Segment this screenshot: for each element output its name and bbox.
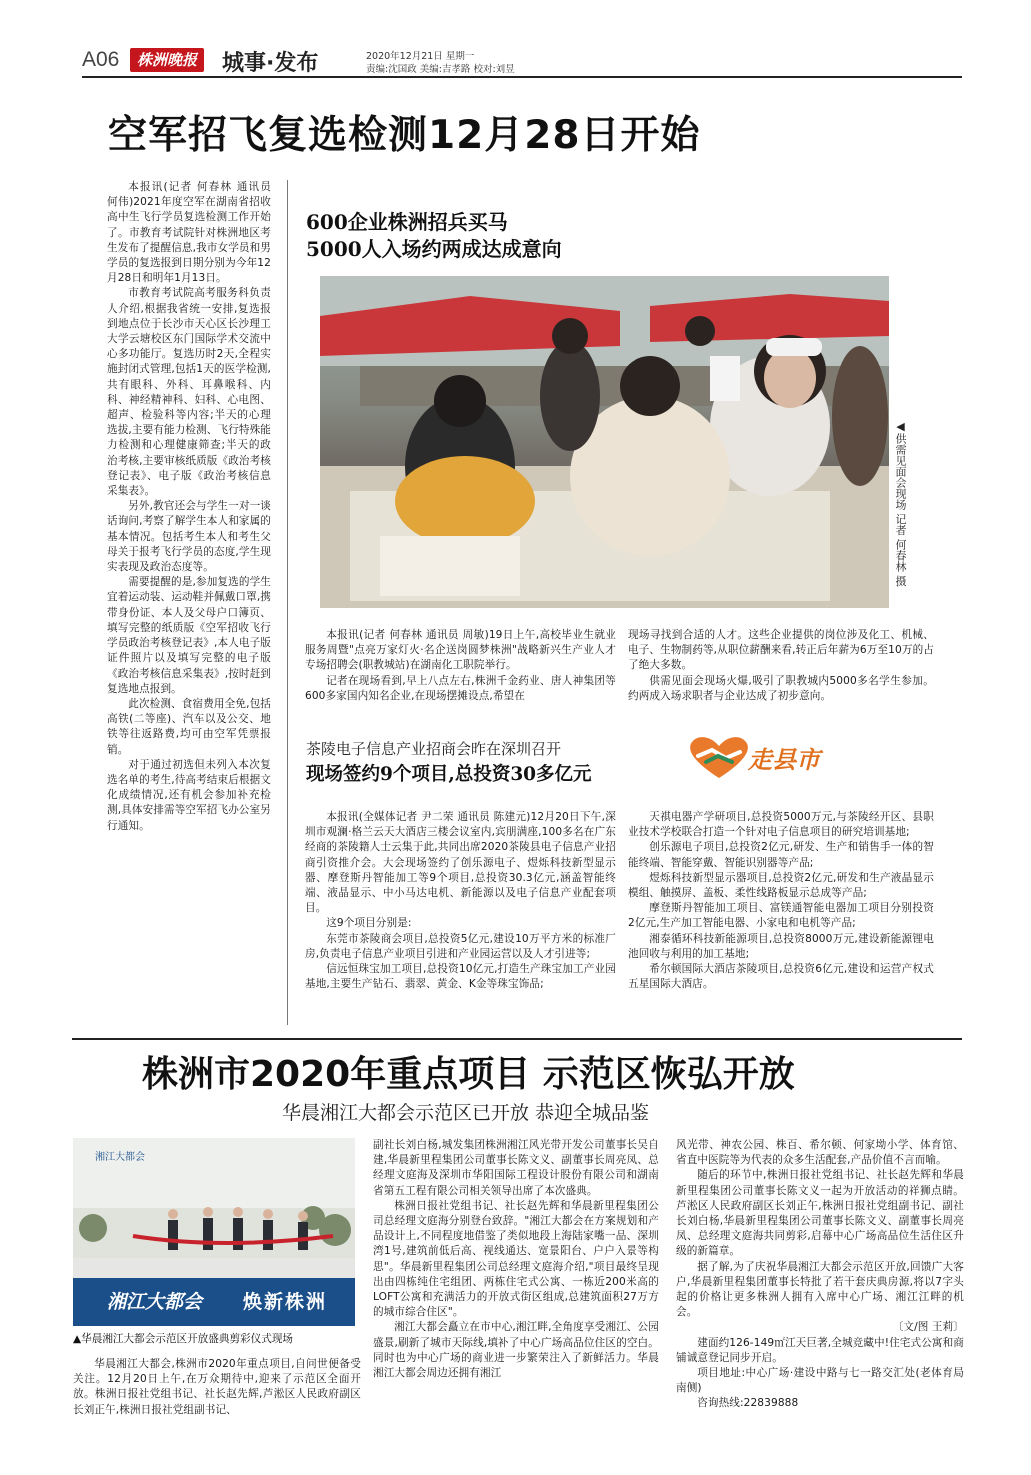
photo-top-label: 湘江大都会: [95, 1152, 145, 1163]
article3-paragraph: 摩登斯丹智能加工项目、富镁通智能电器加工项目分别投资2亿元,生产加工智能电器、小家电和电机等产品;: [628, 902, 934, 930]
article1-paragraph: 对于通过初选但未列入本次复选名单的考生,待高考结束后根据文化成绩情况,还有机会参加补充检测,具体安排需等空军招飞办公室另行通知。: [107, 758, 271, 832]
ad-info: 建面约126-149㎡江天巨著,全城竞藏中!住宅式公寓和商铺诚意登记同步开启。: [676, 1336, 964, 1364]
job-fair-photo: [320, 276, 889, 608]
ad-byline: 〔文/图 王莉〕: [892, 1321, 964, 1334]
handshake-heart-icon: [684, 732, 754, 782]
article2-paragraph: 供需见面会现场火爆,吸引了职教城内5000多名学生参加。约两成入场求职者与企业达成了初步意向。: [628, 674, 934, 702]
ad-headline: 株洲市2020年重点项目 示范区恢弘开放: [142, 1054, 795, 1095]
ribbon-cutting-photo: [73, 1138, 355, 1326]
article1-body: [107, 180, 271, 834]
ad-paragraph: 华晨湘江大都会,株洲市2020年重点项目,自问世便备受关注。12月20日上午,在万众期待中,迎来了示范区全面开放。株洲日报社党组书记、社长赵先辉,芦淞区人民政府副区长刘正午,株洲日报社党组副书记、: [73, 1358, 361, 1416]
article2-col1: [305, 628, 616, 704]
article3-paragraph: 东莞市茶陵商会项目,总投资5亿元,建设10万平方米的标准厂房,负责电子信息产业项目引进和产业园运营以及人才引进等;: [305, 932, 616, 960]
article3-kicker: 茶陵电子信息产业招商会昨在深圳召开: [306, 740, 562, 758]
ad-paragraph: 湘江大都会矗立在市中心,湘江畔,全角度享受湘江、公园盛景,刷新了城市天际线,填补了中心广场高品位住区的空白。同时也为中心广场的商业进一步繁荣注入了新鲜活力。华晨湘江大都会周边还拥有湘江: [373, 1321, 659, 1380]
article1-paragraph: 市教育考试院高考服务科负责人介绍,根据我省统一安排,复选报到地点位于长沙市天心区长沙理工大学云塘校区东门国际学术交流中心多功能厅。复选历时2天,全程实施封闭式管理,包括1天的医学检测,共有眼科、外科、耳鼻喉科、内科、神经精神科、妇科、心电图、超声、检验科等内容;半天的心理选拔,主要有能力检测、飞行特殊能力检测和心理健康筛查;半天的政治考核,主要审核纸质版《政治考核登记表》、电子版《政治考核信息采集表》。: [107, 287, 271, 498]
article3-col1: [305, 810, 616, 992]
article1-paragraph: 本报讯(记者 何春林 通讯员 何伟)2021年度空军在湖南省招收高中生飞行学员复选检测工作开始了。市教育考试院针对株洲地区考生发布了提醒信息,我市女学员和男学员的复选报到日期分别为今年12月28日和明年1月13日。: [107, 181, 271, 285]
paper-logo: [130, 48, 204, 72]
ad-top-rule: [72, 1038, 962, 1040]
paper-logo-text: 株洲晚报: [136, 51, 197, 69]
article3-headline: 现场签约9个项目,总投资30多亿元: [306, 764, 592, 785]
article2-paragraph: 记者在现场看到,早上八点左右,株洲千金药业、唐人神集团等600多家国内知名企业,在现场摆摊设点,希望在: [305, 674, 616, 702]
article3-paragraph: 信远恒珠宝加工项目,总投资10亿元,打造生产珠宝加工产业园基地,主要生产钻石、翡翠、黄金、K金等珠宝饰品;: [305, 963, 616, 991]
article3-paragraph: 这9个项目分别是:: [326, 917, 412, 930]
article1-paragraph: 此次检测、食宿费用全免,包括高铁(二等座)、汽车以及公交、地铁等往返路费,均可由空军凭票报销。: [107, 697, 271, 756]
header-rule: [82, 76, 962, 78]
ad-paragraph: 风光带、神农公园、株百、希尔顿、何家坳小学、体育馆、省直中医院等为代表的众多生活配套,产品价值不言而喻。: [676, 1139, 964, 1167]
article3-paragraph: 希尔顿国际大酒店茶陵项目,总投资6亿元,建设和运营产权式五星国际大酒店。: [628, 963, 934, 991]
article2-paragraph: 现场寻找到合适的人才。这些企业提供的岗位涉及化工、机械、电子、生物制药等,从职位薪酬来看,转正后年薪为6万至10万的占了绝大多数。: [628, 629, 934, 672]
ad-subhead: 华晨湘江大都会示范区已开放 恭迎全城品鉴: [282, 1102, 650, 1124]
ad-col1: [73, 1357, 361, 1418]
article2-paragraph: 本报讯(记者 何春林 通讯员 周敏)19日上午,高校毕业生就业服务周暨"点亮万家灯火·名企送岗圆梦株洲"战略新兴生产业人才专场招聘会(职教城站)在湖南化工职院举行。: [305, 629, 616, 672]
section-title: 城事·发布: [222, 51, 319, 76]
county-badge: [684, 732, 842, 782]
page-number: A06: [82, 48, 120, 71]
ad-paragraph: 株洲日报社党组书记、社长赵先辉和华晨新里程集团公司总经理文庭海分别登台致辞。"湘江大都会在方案规划和产品设计上,不同程度地借鉴了类似地段上海陆家嘴一品、深圳湾1号,建筑前低后高、视线通达、宽景阳台、户户入景等构思"。华晨新里程集团公司总经理文庭海介绍,"项目最终呈现出由四栋纯住宅组团、两栋住宅式公寓、一栋近200米高的LOFT公寓和充满活力的开放式街区组成,总建筑面积27万方的城市综合住区"。: [373, 1199, 659, 1319]
job-fair-photo-caption: ◀供需见面会现场 记者 何春林 摄: [894, 420, 907, 587]
date-line: 2020年12月21日 星期一: [366, 51, 475, 62]
article2-col2: [628, 628, 934, 704]
article3-paragraph: 天祺电器产学研项目,总投资5000万元,与茶陵经开区、县职业技术学校联合打造一个针对电子信息项目的研究培训基地;: [628, 811, 934, 839]
article3-paragraph: 创乐源电子项目,总投资2亿元,研发、生产和销售手一体的智能终端、智能穿戴、智能识别器等产品;: [628, 841, 934, 869]
ad-paragraph: 随后的环节中,株洲日报社党组书记、社长赵先辉和华晨新里程集团公司董事长陈文义一起为开放活动的祥狮点睛。芦淞区人民政府副区长刘正午,株洲日报社党组副书记、副社长刘白杨,华晨新里程集团公司董事长陈文义、副董事长周亮凤、总经理文庭海共同剪彩,启幕中心广场高品位生活住区升级的新篇章。: [676, 1169, 964, 1258]
county-badge-label: 走县市: [748, 746, 820, 774]
article3-paragraph: 本报讯(全媒体记者 尹二荣 通讯员 陈建元)12月20日下午,深圳市观澜·格兰云天大酒店三楼会议室内,宾朋满座,100多名在广东经商的茶陵籍人士云集于此,共同出席2020茶陵县电子信息产业招商引资推介会。大会现场签约了创乐源电子、煜烁科技新型显示器、摩登斯丹智能加工等9个项目,总投资30.3亿元,涵盖智能终端、液晶显示、中小马达电机、新能源以及电子信息产业配套项目。: [305, 811, 616, 915]
article3-paragraph: 湘泰循环科技新能源项目,总投资8000万元,建设新能源锂电池回收与利用的加工基地;: [628, 932, 934, 960]
article3-paragraph: 煜烁科技新型显示器项目,总投资2亿元,研发和生产液晶显示模组、触摸屏、盖板、柔性线路板显示总成等产品;: [628, 871, 934, 900]
article1-paragraph: 需要提醒的是,参加复选的学生宜着运动装、运动鞋并佩戴口罩,携带身份证、本人及父母户口簿页、填写完整的纸质版《空军招收飞行学员政治考核登记表》,本人电子版证件照片以及填写完整的电子版《政治考核信息采集表》,按时赶到复选地点报到。: [107, 576, 271, 695]
article2-headline-line2: 5000人入场约两成达成意向: [306, 237, 562, 261]
banner-brand: 湘江大都会: [107, 1291, 203, 1313]
job-fair-illustration: [320, 276, 889, 608]
ad-paragraph: 据了解,为了庆祝华晨湘江大都会示范区开放,回馈广大客户,华晨新里程集团董事长特批了若干套庆典房源,将以7字头起的价格让更多株洲人拥有入席中心广场、湘江江畔的机会。: [676, 1260, 964, 1319]
ad-info: 项目地址:中心广场·建设中路与七一路交汇处(老体育局南侧): [676, 1367, 964, 1395]
banner-slogan: 焕新株洲: [243, 1291, 328, 1313]
column-divider: [287, 180, 288, 1025]
article3-col2: [628, 810, 934, 992]
article1-headline: 空军招飞复选检测12月28日开始: [108, 113, 701, 158]
ad-paragraph: 副社长刘白杨,城发集团株洲湘江风光带开发公司董事长吴自建,华晨新里程集团公司董事长陈文义、副董事长周亮凤、总经理文庭海及深圳市华阳国际工程设计股份有限公司和湖南省第五工程有限公司相关领导出席了本次盛典。: [373, 1139, 659, 1197]
ad-info: 咨询热线:22839888: [697, 1397, 799, 1410]
article2-headline-line1: 600企业株洲招兵买马: [306, 210, 508, 234]
article1-paragraph: 另外,教官还会与学生一对一谈话询问,考察了解学生本人和家属的基本情况。包括考生本人和考生父母关于报考飞行学员的态度,学生现实表现及政治态度等。: [107, 500, 271, 574]
ribbon-photo-caption: ▲华晨湘江大都会示范区开放盛典剪彩仪式现场: [73, 1333, 294, 1345]
ad-col3: [676, 1138, 964, 1412]
staff-line: 责编:沈国政 美编:吉孝路 校对:刘昱: [366, 64, 515, 75]
ad-col2: [373, 1138, 659, 1381]
